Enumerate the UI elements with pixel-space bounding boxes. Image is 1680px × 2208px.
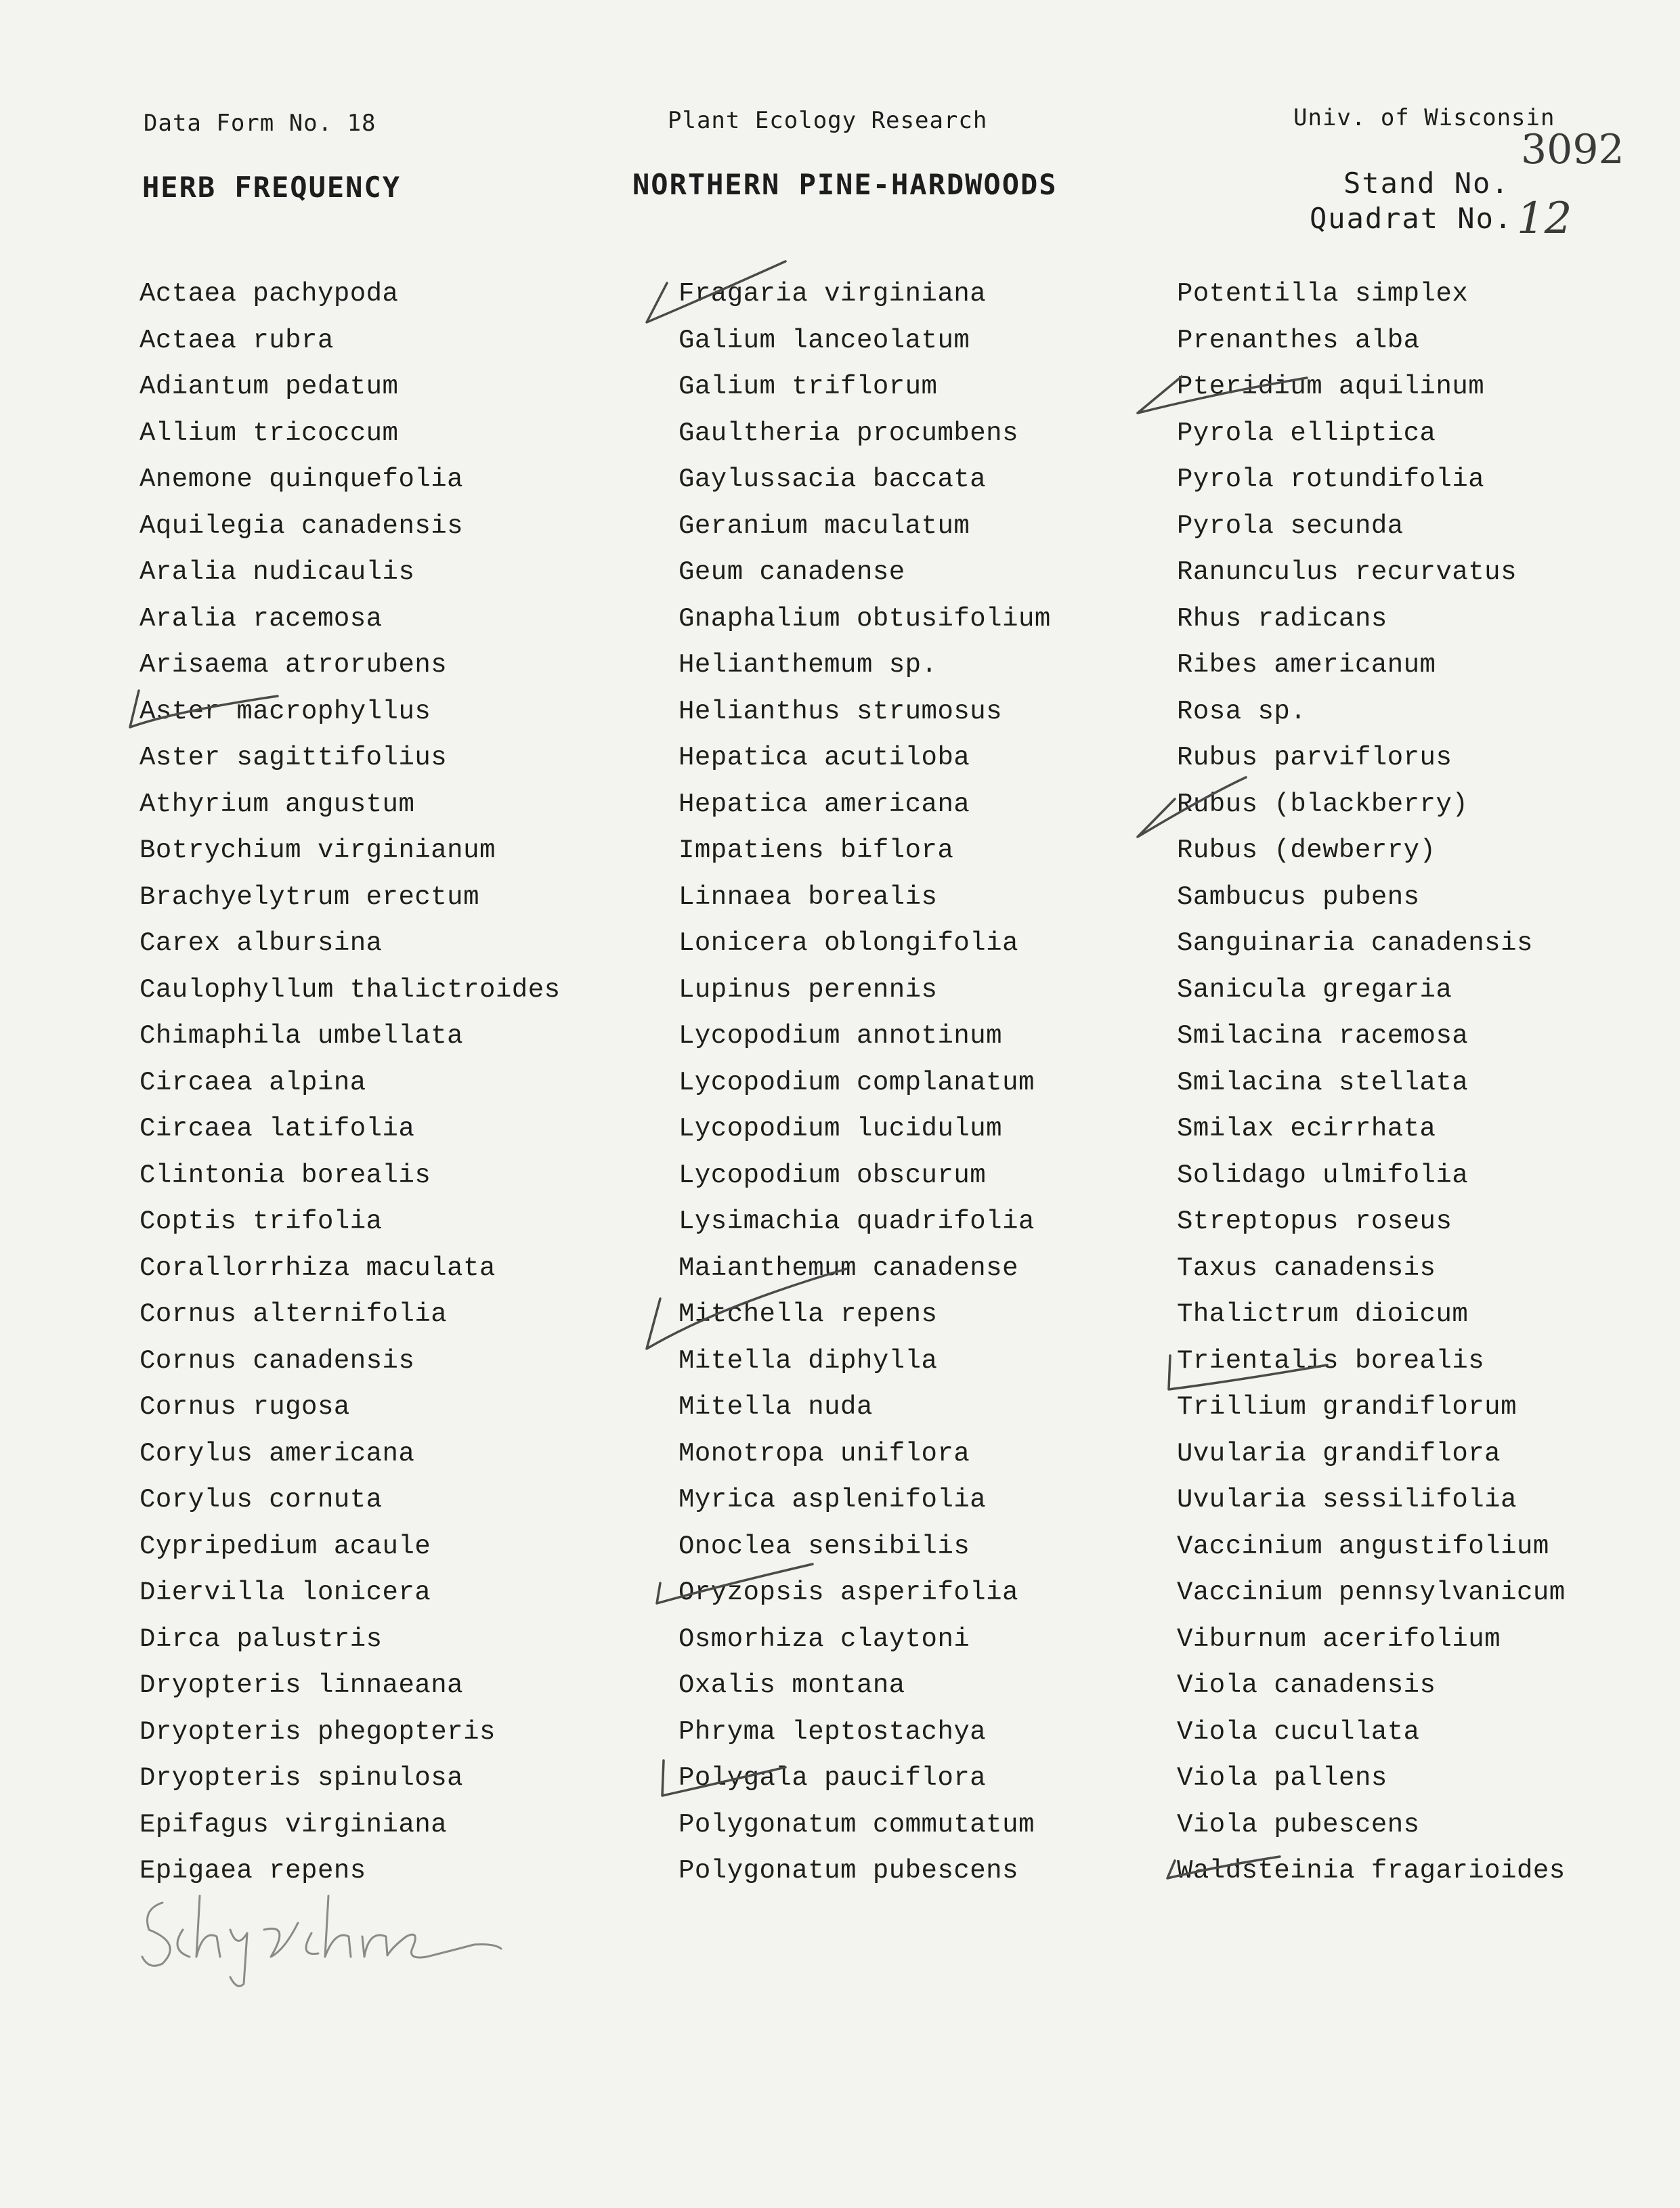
species-circaea-alpina: Circaea alpina <box>139 1067 366 1098</box>
species-prenanthes-alba: Prenanthes alba <box>1177 325 1420 355</box>
species-mitella-nuda: Mitella nuda <box>679 1392 873 1422</box>
species-rosa-sp: Rosa sp. <box>1177 696 1307 727</box>
species-hepatica-americana: Hepatica americana <box>679 789 970 819</box>
species-phryma-leptostachya: Phryma leptostachya <box>679 1716 987 1747</box>
species-galium-triflorum: Galium triflorum <box>679 372 938 402</box>
species-helianthus-strumosus: Helianthus strumosus <box>679 696 1003 727</box>
species-linnaea-borealis: Linnaea borealis <box>679 882 938 912</box>
species-polygonatum-commutatum: Polygonatum commutatum <box>679 1809 1035 1840</box>
species-pyrola-secunda: Pyrola secunda <box>1177 511 1404 541</box>
species-cornus-alternifolia: Cornus alternifolia <box>139 1299 448 1329</box>
research-label: Plant Ecology Research <box>668 107 988 134</box>
stand-label: Stand No. <box>1343 167 1510 200</box>
species-smilax-ecirrhata: Smilax ecirrhata <box>1177 1114 1436 1144</box>
species-streptopus-roseus: Streptopus roseus <box>1177 1207 1452 1236</box>
species-corylus-americana: Corylus americana <box>139 1438 415 1469</box>
species-solidago-ulmifolia: Solidago ulmifolia <box>1177 1160 1469 1190</box>
species-athyrium-angustum: Athyrium angustum <box>139 789 415 819</box>
species-corylus-cornuta: Corylus cornuta <box>139 1485 383 1515</box>
stand-number: 3092 <box>1521 126 1624 173</box>
species-ranunculus-recurvatus: Ranunculus recurvatus <box>1177 557 1517 587</box>
species-column-1 <box>139 271 561 1895</box>
species-sanicula-gregaria: Sanicula gregaria <box>1177 974 1452 1005</box>
species-dryopteris-spinulosa: Dryopteris spinulosa <box>139 1763 464 1793</box>
form-title: HERB FREQUENCY <box>142 171 402 204</box>
species-rubus-dewberry: Rubus (dewberry) <box>1177 836 1436 865</box>
species-botrychium-virginianum: Botrychium virginianum <box>139 836 496 865</box>
species-lycopodium-obscurum: Lycopodium obscurum <box>679 1160 987 1190</box>
quadrat-number: 12 <box>1517 194 1572 244</box>
species-taxus-canadensis: Taxus canadensis <box>1177 1253 1436 1283</box>
species-lonicera-oblongifolia: Lonicera oblongifolia <box>679 928 1018 958</box>
species-monotropa-uniflora: Monotropa uniflora <box>679 1438 970 1469</box>
species-allium-tricoccum: Allium tricoccum <box>139 418 399 448</box>
university-label: Univ. of Wisconsin <box>1293 104 1555 131</box>
species-osmorhiza-claytoni: Osmorhiza claytoni <box>679 1624 970 1654</box>
species-onoclea-sensibilis: Onoclea sensibilis <box>679 1531 970 1561</box>
species-oryzopsis-asperifolia: Oryzopsis asperifolia <box>679 1578 1018 1607</box>
species-epifagus-virginiana: Epifagus virginiana <box>139 1809 448 1840</box>
species-column-2 <box>679 271 1051 1895</box>
species-gaultheria-procumbens: Gaultheria procumbens <box>679 418 1018 448</box>
species-pteridium-aquilinum: Pteridium aquilinum <box>1177 372 1485 402</box>
species-cypripedium-acaule: Cypripedium acaule <box>139 1531 431 1561</box>
species-gnaphalium-obtusifolium: Gnaphalium obtusifolium <box>679 603 1051 634</box>
species-maianthemum-canadense: Maianthemum canadense <box>679 1253 1018 1283</box>
species-cornus-canadensis: Cornus canadensis <box>139 1345 415 1376</box>
species-clintonia-borealis: Clintonia borealis <box>139 1160 431 1190</box>
species-sambucus-pubens: Sambucus pubens <box>1177 882 1420 912</box>
species-uvularia-grandiflora: Uvularia grandiflora <box>1177 1438 1501 1469</box>
species-dryopteris-linnaeana: Dryopteris linnaeana <box>139 1670 464 1700</box>
species-corallorrhiza-maculata: Corallorrhiza maculata <box>139 1253 496 1283</box>
species-smilacina-stellata: Smilacina stellata <box>1177 1067 1469 1098</box>
quadrat-label: Quadrat No. <box>1310 202 1513 235</box>
species-polygonatum-pubescens: Polygonatum pubescens <box>679 1856 1018 1886</box>
species-rubus-parviflorus: Rubus parviflorus <box>1177 743 1452 773</box>
species-cornus-rugosa: Cornus rugosa <box>139 1392 350 1422</box>
species-viola-pubescens: Viola pubescens <box>1177 1809 1420 1840</box>
species-helianthemum-sp: Helianthemum sp. <box>679 650 938 680</box>
species-lycopodium-annotinum: Lycopodium annotinum <box>679 1021 1003 1051</box>
species-circaea-latifolia: Circaea latifolia <box>139 1114 415 1144</box>
species-hepatica-acutiloba: Hepatica acutiloba <box>679 743 970 773</box>
species-myrica-asplenifolia: Myrica asplenifolia <box>679 1485 987 1515</box>
species-viola-canadensis: Viola canadensis <box>1177 1670 1436 1700</box>
species-trillium-grandiflorum: Trillium grandiflorum <box>1177 1392 1517 1422</box>
species-aralia-racemosa: Aralia racemosa <box>139 603 383 634</box>
form-number: Data Form No. 18 <box>144 110 376 137</box>
species-aster-sagittifolius: Aster sagittifolius <box>139 743 448 773</box>
species-adiantum-pedatum: Adiantum pedatum <box>139 372 399 402</box>
species-galium-lanceolatum: Galium lanceolatum <box>679 325 970 355</box>
species-mitchella-repens: Mitchella repens <box>679 1299 938 1329</box>
species-mitella-diphylla: Mitella diphylla <box>679 1345 938 1376</box>
species-dryopteris-phegopteris: Dryopteris phegopteris <box>139 1716 496 1747</box>
species-anemone-quinquefolia: Anemone quinquefolia <box>139 464 464 494</box>
species-actaea-pachypoda: Actaea pachypoda <box>139 279 399 309</box>
species-ribes-americanum: Ribes americanum <box>1177 650 1436 680</box>
species-trientalis-borealis: Trientalis borealis <box>1177 1345 1485 1376</box>
species-geum-canadense: Geum canadense <box>679 557 905 587</box>
species-uvularia-sessilifolia: Uvularia sessilifolia <box>1177 1485 1517 1515</box>
species-chimaphila-umbellata: Chimaphila umbellata <box>139 1021 464 1051</box>
species-viola-cucullata: Viola cucullata <box>1177 1716 1420 1747</box>
species-rubus-blackberry: Rubus (blackberry) <box>1177 789 1469 819</box>
species-viola-pallens: Viola pallens <box>1177 1763 1387 1793</box>
species-polygala-pauciflora: Polygala pauciflora <box>679 1763 987 1793</box>
species-thalictrum-dioicum: Thalictrum dioicum <box>1177 1299 1469 1329</box>
signature <box>135 1882 515 1991</box>
species-column-3 <box>1177 271 1566 1895</box>
species-viburnum-acerifolium: Viburnum acerifolium <box>1177 1624 1501 1654</box>
species-fragaria-virginiana: Fragaria virginiana <box>679 279 987 309</box>
species-sanguinaria-canadensis: Sanguinaria canadensis <box>1177 928 1533 958</box>
species-coptis-trifolia: Coptis trifolia <box>139 1207 383 1236</box>
species-impatiens-biflora: Impatiens biflora <box>679 836 954 865</box>
species-actaea-rubra: Actaea rubra <box>139 325 334 355</box>
species-gaylussacia-baccata: Gaylussacia baccata <box>679 464 987 494</box>
species-diervilla-lonicera: Diervilla lonicera <box>139 1578 431 1607</box>
species-vaccinium-angustifolium: Vaccinium angustifolium <box>1177 1531 1549 1561</box>
species-smilacina-racemosa: Smilacina racemosa <box>1177 1021 1469 1051</box>
species-arisaema-atrorubens: Arisaema atrorubens <box>139 650 448 680</box>
species-pyrola-rotundifolia: Pyrola rotundifolia <box>1177 464 1485 494</box>
species-carex-albursina: Carex albursina <box>139 928 383 958</box>
species-lupinus-perennis: Lupinus perennis <box>679 974 938 1005</box>
species-waldsteinia-fragarioides: Waldsteinia fragarioides <box>1177 1856 1566 1886</box>
species-aralia-nudicaulis: Aralia nudicaulis <box>139 557 415 587</box>
species-lysimachia-quadrifolia: Lysimachia quadrifolia <box>679 1207 1035 1236</box>
species-brachyelytrum-erectum: Brachyelytrum erectum <box>139 882 479 912</box>
species-lycopodium-lucidulum: Lycopodium lucidulum <box>679 1114 1003 1144</box>
species-potentilla-simplex: Potentilla simplex <box>1177 279 1469 309</box>
species-lycopodium-complanatum: Lycopodium complanatum <box>679 1067 1035 1098</box>
species-geranium-maculatum: Geranium maculatum <box>679 511 970 541</box>
species-pyrola-elliptica: Pyrola elliptica <box>1177 418 1436 448</box>
species-caulophyllum-thalictroides: Caulophyllum thalictroides <box>139 974 561 1005</box>
species-rhus-radicans: Rhus radicans <box>1177 603 1387 634</box>
community-title: NORTHERN PINE-HARDWOODS <box>632 168 1058 201</box>
species-dirca-palustris: Dirca palustris <box>139 1624 383 1654</box>
species-aquilegia-canadensis: Aquilegia canadensis <box>139 511 464 541</box>
species-aster-macrophyllus: Aster macrophyllus <box>139 696 431 727</box>
species-vaccinium-pennsylvanicum: Vaccinium pennsylvanicum <box>1177 1578 1566 1607</box>
species-epigaea-repens: Epigaea repens <box>139 1856 366 1886</box>
species-oxalis-montana: Oxalis montana <box>679 1670 905 1700</box>
